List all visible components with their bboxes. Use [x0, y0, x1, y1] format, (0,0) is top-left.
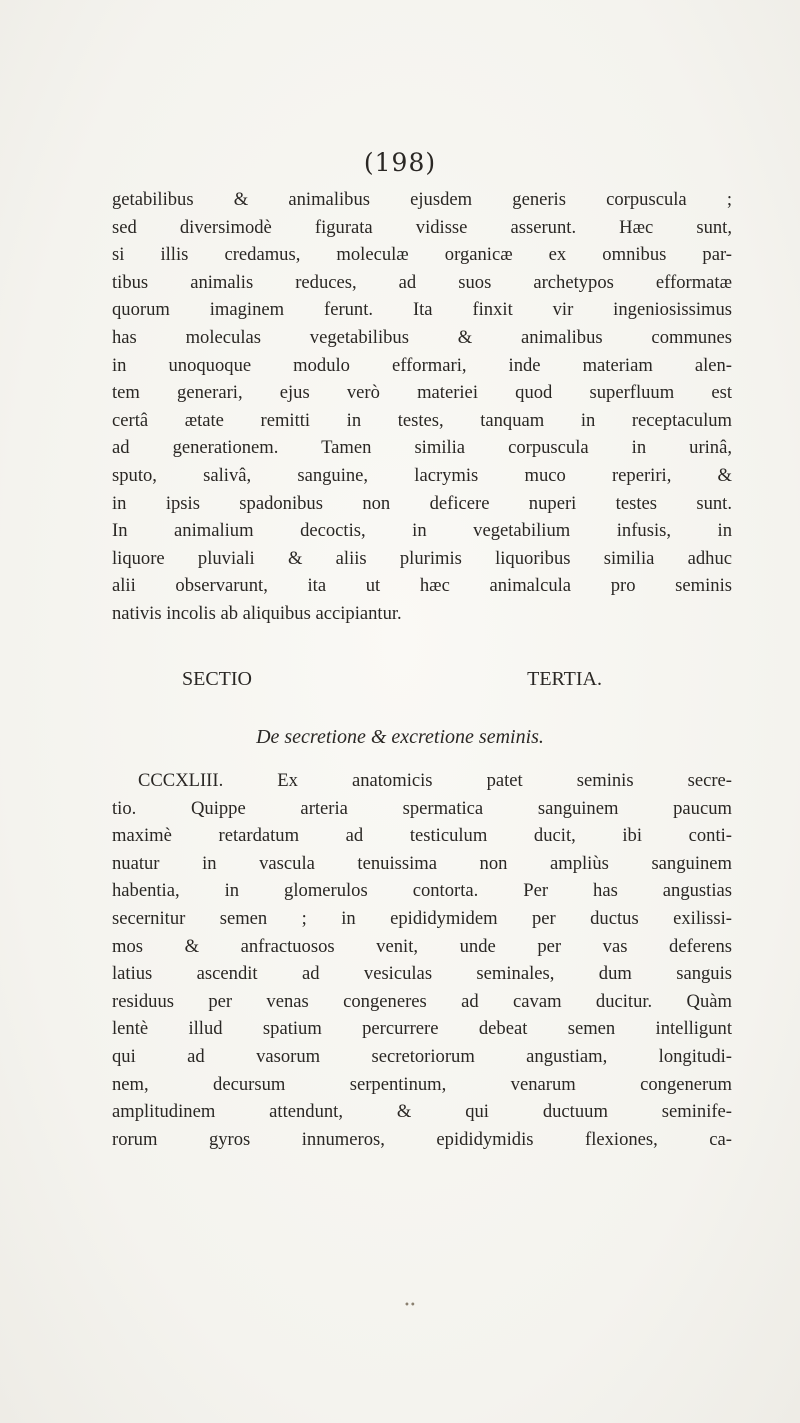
- text-line: mos & anfractuosos venit, unde per vas deferens: [112, 935, 732, 957]
- text-line: tio. Quippe arteria spermatica sanguinem paucum: [112, 797, 732, 819]
- text-line: residuus per venas congeneres ad cavam ducitur. Quàm: [112, 990, 732, 1012]
- paragraph-2: [112, 767, 732, 1153]
- section-heading: SECTIO TERTIA.: [182, 668, 602, 690]
- text-line: CCCXLIII. Ex anatomicis patet seminis secre-: [138, 770, 732, 791]
- paragraph-1: [112, 186, 732, 628]
- catchword-mark: ••: [404, 1300, 416, 1311]
- text-line: sed diversimodè figurata vidisse asserunt. Hæc sunt,: [112, 216, 732, 238]
- text-line: In animalium decoctis, in vegetabilium infusis, in: [112, 520, 732, 542]
- page-number: (198): [363, 148, 437, 177]
- text-line: qui ad vasorum secretoriorum angustiam, longitudi-: [112, 1045, 732, 1067]
- text-line: certâ ætate remitti in testes, tanquam in receptaculum: [112, 409, 732, 431]
- text-line: habentia, in glomerulos contorta. Per has angustias: [112, 880, 732, 902]
- text-line: in unoquoque modulo efformari, inde materiam alen-: [112, 354, 732, 376]
- text-line: nuatur in vasculа tenuissima non ampliùs sanguinem: [112, 852, 732, 874]
- text-line: latius ascendit ad vesiculas seminales, dum sanguis: [112, 963, 732, 985]
- text-line: sputo, salivâ, sanguine, lacrymis muco reperiri, &: [112, 464, 732, 486]
- text-line: alii observarunt, ita ut hæc animalcula pro seminis: [112, 575, 732, 597]
- text-line: in ipsis spadonibus non deficere nuperi testes sunt.: [112, 492, 732, 514]
- text-line: tibus animalis reduces, ad suos archetypos efformatæ: [112, 271, 732, 293]
- text-line: ad generationem. Tamen similia corpuscula in urinâ,: [112, 437, 732, 459]
- text-line: amplitudinem attendunt, & qui ductuum seminife-: [112, 1101, 732, 1123]
- text-line: nativis incolis ab aliquibus accipiantur.: [112, 602, 402, 624]
- text-line: lentè illud spatium percurrere debeat semen intelligunt: [112, 1018, 732, 1040]
- text-line: quorum imaginem ferunt. Ita finxit vir ingeniosissimus: [112, 299, 732, 321]
- text-line: secernitur semen ; in epididymidem per ductus exilissi-: [112, 907, 732, 929]
- text-line: getabilibus & animalibus ejusdem generis corpuscula ;: [112, 189, 732, 210]
- section-subtitle: De secretione & excretione seminis.: [256, 726, 544, 748]
- text-line: has moleculas vegetabilibus & animalibus communes: [112, 326, 732, 348]
- text-line: liquore pluviali & aliis plurimis liquoribus similia adhuc: [112, 547, 732, 569]
- text-line: nem, decursum serpentinum, venarum congenerum: [112, 1073, 732, 1095]
- text-line: maximè retardatum ad testiculum ducit, ibi conti-: [112, 825, 732, 847]
- text-line: tem generari, ejus verò materiei quod superfluum est: [112, 382, 732, 404]
- text-line: si illis credamus, moleculæ organicæ ex omnibus par-: [112, 244, 732, 266]
- text-line: rorum gyros innumeros, epididymidis flexiones, ca-: [112, 1128, 732, 1150]
